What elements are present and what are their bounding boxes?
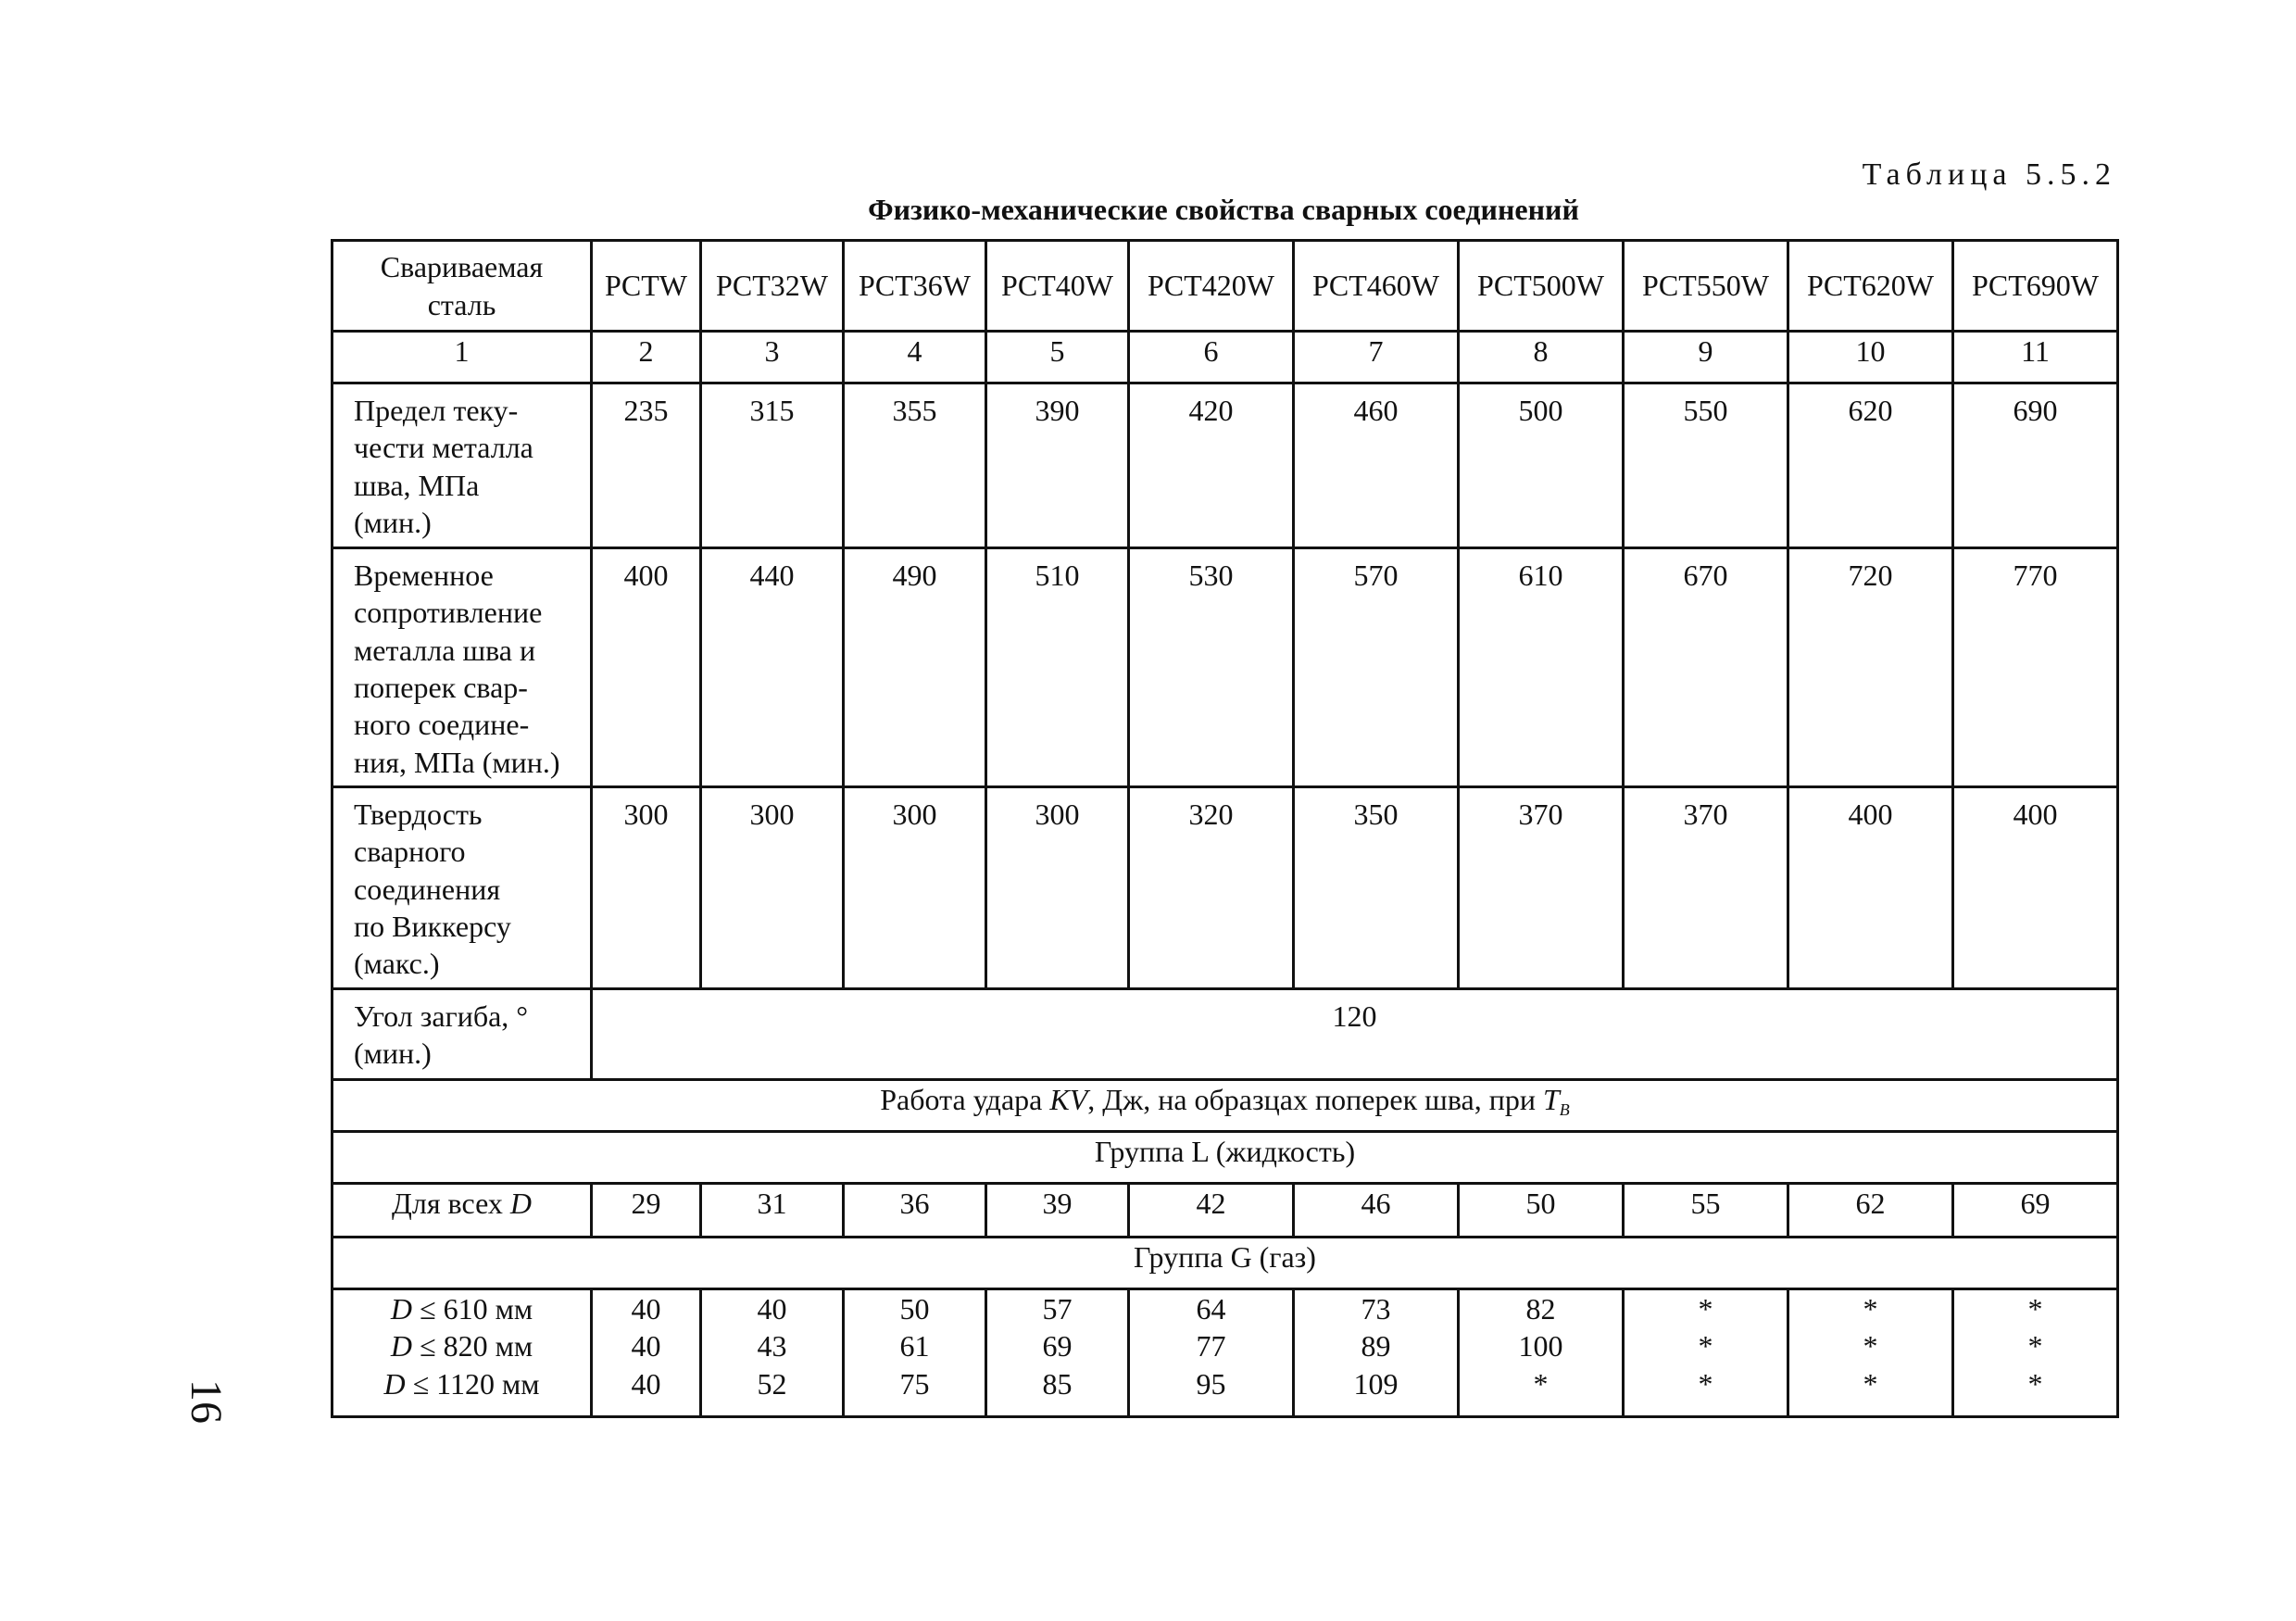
group-l-label-prefix: Для всех: [392, 1187, 510, 1220]
value: *: [2027, 1366, 2043, 1401]
label-line: поперек свар-: [354, 670, 528, 704]
column-index: 3: [701, 332, 844, 383]
diameter-label: [333, 1290, 590, 1327]
value: *: [1698, 1366, 1713, 1401]
value-cell: 320: [1129, 787, 1294, 989]
value-cell: 39: [986, 1184, 1129, 1238]
label-line: (мин.): [354, 1037, 432, 1071]
impact-energy-heading: [332, 1080, 2118, 1132]
column-index-row: [332, 332, 2118, 383]
value-cell: 500: [1459, 383, 1624, 548]
group-g-value-cell: [701, 1289, 844, 1417]
steel-header-line: сталь: [427, 287, 496, 321]
value: *: [1863, 1292, 1878, 1326]
value-cell: 440: [701, 548, 844, 787]
value-cell: 55: [1624, 1184, 1788, 1238]
value-cell: 50: [1459, 1184, 1624, 1238]
value-cell: 400: [592, 548, 701, 787]
label-line: чести металла: [354, 431, 533, 465]
value-cell: 42: [1129, 1184, 1294, 1238]
value: 77: [1196, 1329, 1226, 1363]
value: *: [1698, 1292, 1713, 1326]
value-cell: 400: [1953, 787, 2118, 989]
value-cell: 530: [1129, 548, 1294, 787]
value-cell: 29: [592, 1184, 701, 1238]
group-g-heading: Группа G (газ): [332, 1238, 2118, 1289]
column-index: 4: [844, 332, 986, 383]
properties-table: [331, 239, 2119, 1418]
label-line: ного соедине-: [354, 708, 530, 742]
steel-grade-header: PCT32W: [701, 241, 844, 332]
label-line: Временное: [354, 559, 494, 592]
group-g-value-cell: [986, 1289, 1129, 1417]
impact-prefix: Работа удара: [880, 1083, 1050, 1116]
value: 73: [1361, 1292, 1391, 1326]
value-cell: 300: [592, 787, 701, 989]
value: *: [1863, 1366, 1878, 1401]
label-line: Угол загиба, °: [354, 999, 529, 1033]
value-cell: 670: [1624, 548, 1788, 787]
value-cell: 300: [844, 787, 986, 989]
header-row: [332, 241, 2118, 332]
value-cell: 370: [1459, 787, 1624, 989]
column-index: 2: [592, 332, 701, 383]
group-g-heading-row: [332, 1238, 2118, 1289]
value-cell: 31: [701, 1184, 844, 1238]
group-g-labels: [332, 1289, 592, 1417]
value: 52: [757, 1366, 787, 1401]
group-l-label-var: D: [509, 1187, 532, 1220]
label-line: шва, МПа: [354, 468, 480, 502]
column-index: 7: [1294, 332, 1459, 383]
bend-angle-label: [332, 989, 592, 1080]
group-g-value-cell: [1788, 1289, 1953, 1417]
value: 85: [1042, 1366, 1073, 1401]
label-line: (макс.): [354, 947, 440, 981]
diameter-text: ≤ 1120 мм: [405, 1366, 540, 1401]
label-line: соединения: [354, 872, 501, 906]
value-cell: 62: [1788, 1184, 1953, 1238]
diameter-var: D: [383, 1366, 406, 1401]
group-g-value-cell: [1129, 1289, 1294, 1417]
diameter-label: [333, 1365, 590, 1402]
group-g-value-cell: [844, 1289, 986, 1417]
label-line: металла шва и: [354, 633, 536, 667]
column-index: 10: [1788, 332, 1953, 383]
value-cell: 390: [986, 383, 1129, 548]
label-line: (мин.): [354, 505, 432, 539]
value: *: [2027, 1329, 2043, 1363]
steel-grade-header: PCT420W: [1129, 241, 1294, 332]
steel-grade-header: PCT460W: [1294, 241, 1459, 332]
steel-grade-header: PCT40W: [986, 241, 1129, 332]
label-line: ния, МПа (мин.): [354, 745, 560, 779]
diameter-var: D: [390, 1292, 413, 1326]
value-cell: 355: [844, 383, 986, 548]
value-cell: 610: [1459, 548, 1624, 787]
value-cell: 400: [1788, 787, 1953, 989]
value-cell: 570: [1294, 548, 1459, 787]
column-index: 11: [1953, 332, 2118, 383]
steel-grade-header: PCT690W: [1953, 241, 2118, 332]
value: 40: [631, 1329, 661, 1363]
yield-strength-label: [332, 383, 592, 548]
hardness-label: [332, 787, 592, 989]
yield-strength-row: [332, 383, 2118, 548]
page-number: 16: [182, 1379, 232, 1424]
group-g-value-cell: [1624, 1289, 1788, 1417]
value: 95: [1196, 1366, 1226, 1401]
value-cell: 460: [1294, 383, 1459, 548]
value-cell: 550: [1624, 383, 1788, 548]
value-cell: 690: [1953, 383, 2118, 548]
label-line: сварного: [354, 835, 466, 869]
steel-grade-header: PCT620W: [1788, 241, 1953, 332]
value: 75: [899, 1366, 930, 1401]
diameter-text: ≤ 820 мм: [412, 1329, 533, 1363]
value-cell: 315: [701, 383, 844, 548]
value: 89: [1361, 1329, 1391, 1363]
value: 43: [757, 1329, 787, 1363]
group-l-heading: Группа L (жидкость): [332, 1132, 2118, 1184]
group-g-value-cell: [1953, 1289, 2118, 1417]
value-cell: 69: [1953, 1184, 2118, 1238]
label-line: Твердость: [354, 798, 483, 831]
value-cell: 510: [986, 548, 1129, 787]
column-index: 6: [1129, 332, 1294, 383]
table-reference: Таблица 5.5.2: [1862, 157, 2116, 192]
diameter-var: D: [390, 1329, 413, 1363]
column-index: 5: [986, 332, 1129, 383]
steel-header-cell: [332, 241, 592, 332]
value: 40: [631, 1292, 661, 1326]
impact-energy-row: [332, 1080, 2118, 1132]
value-cell: 350: [1294, 787, 1459, 989]
impact-t-subscript: B: [1559, 1100, 1570, 1119]
steel-grade-header: PCT36W: [844, 241, 986, 332]
impact-middle: , Дж, на образцах поперек шва, при: [1087, 1083, 1543, 1116]
group-l-row: [332, 1184, 2118, 1238]
group-g-row: [332, 1289, 2118, 1417]
label-line: сопротивление: [354, 596, 543, 630]
value-cell: 370: [1624, 787, 1788, 989]
hardness-row: [332, 787, 2118, 989]
bend-angle-row: [332, 989, 2118, 1080]
group-l-label: [332, 1184, 592, 1238]
impact-kv-symbol: KV: [1049, 1083, 1088, 1116]
value: 57: [1042, 1292, 1073, 1326]
value: 40: [757, 1292, 787, 1326]
value-cell: 235: [592, 383, 701, 548]
steel-grade-header: PCT500W: [1459, 241, 1624, 332]
column-index: 8: [1459, 332, 1624, 383]
tensile-strength-label: [332, 548, 592, 787]
steel-grade-header: PCTW: [592, 241, 701, 332]
value: *: [1533, 1366, 1549, 1401]
value: 109: [1353, 1366, 1399, 1401]
column-index: 1: [332, 332, 592, 383]
tensile-strength-row: [332, 548, 2118, 787]
value: 50: [899, 1292, 930, 1326]
value-cell: 420: [1129, 383, 1294, 548]
value-cell: 770: [1953, 548, 2118, 787]
value-cell: 720: [1788, 548, 1953, 787]
value: *: [1863, 1329, 1878, 1363]
group-g-value-cell: [1294, 1289, 1459, 1417]
value: 69: [1042, 1329, 1073, 1363]
value-cell: 300: [701, 787, 844, 989]
diameter-text: ≤ 610 мм: [412, 1292, 533, 1326]
value: *: [1698, 1329, 1713, 1363]
impact-t-symbol: T: [1542, 1083, 1560, 1116]
value-cell: 620: [1788, 383, 1953, 548]
value: *: [2027, 1292, 2043, 1326]
table-title: Физико-механические свойства сварных соединений: [868, 193, 1579, 226]
value-cell: 46: [1294, 1184, 1459, 1238]
column-index: 9: [1624, 332, 1788, 383]
value: 82: [1525, 1292, 1556, 1326]
steel-grade-header: PCT550W: [1624, 241, 1788, 332]
steel-header-line: Свариваемая: [380, 250, 544, 284]
value: 40: [631, 1366, 661, 1401]
value-cell: 300: [986, 787, 1129, 989]
value: 100: [1518, 1329, 1563, 1363]
group-g-value-cell: [1459, 1289, 1624, 1417]
bend-angle-value: 120: [592, 989, 2118, 1080]
value-cell: 490: [844, 548, 986, 787]
label-line: по Виккерсу: [354, 909, 511, 943]
group-g-value-cell: [592, 1289, 701, 1417]
value: 64: [1196, 1292, 1226, 1326]
label-line: Предел теку-: [354, 394, 519, 427]
value: 61: [899, 1329, 930, 1363]
diameter-label: [333, 1327, 590, 1364]
group-l-heading-row: [332, 1132, 2118, 1184]
value-cell: 36: [844, 1184, 986, 1238]
